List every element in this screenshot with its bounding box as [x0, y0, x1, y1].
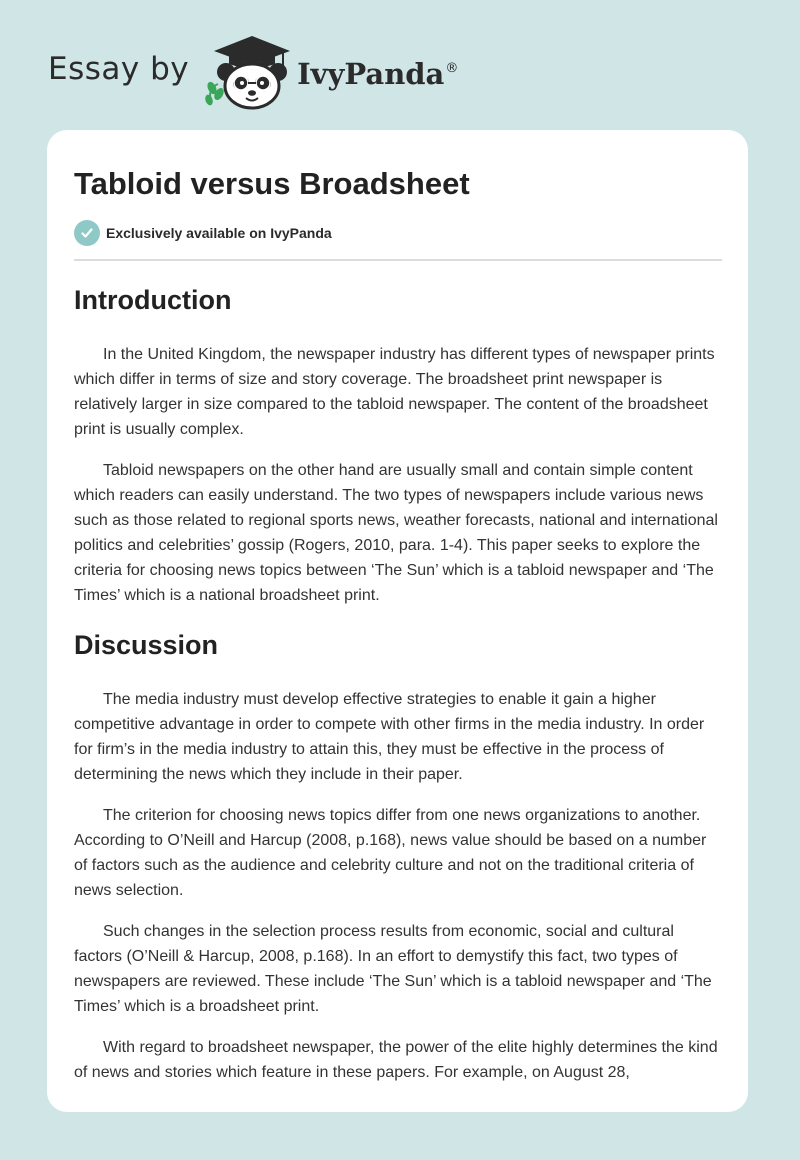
essay-by-label: Essay by — [48, 51, 190, 87]
paragraph: The media industry must develop effective strategies to enable it gain a higher competitive advantage in order to compete with other firms in the media industry. In order for firm’s in the media industry to attain this, they must be effective in the process of determining the news which they include in their paper. — [74, 691, 705, 783]
page-title: Tabloid versus Broadsheet — [74, 166, 470, 201]
paragraph: In the United Kingdom, the newspaper industry has different types of newspaper prints which differ in terms of size and story coverage. The broadsheet print newspaper is relatively larger in size compared to the tabloid newspaper. The content of the broadsheet print is usually complex. — [74, 346, 715, 438]
paragraph: Such changes in the selection process results from economic, social and cultural factors (O’Neill & Harcup, 2008, p.168). In an effort to demystify this fact, two types of newspapers are reviewed. These include ‘The Sun’ which is a tabloid newspaper and ‘The Times’ which is a broadsheet print. — [74, 923, 712, 1015]
section-heading-discussion: Discussion — [74, 630, 219, 660]
checkmark-icon — [74, 220, 100, 246]
exclusive-badge — [74, 220, 722, 246]
registered-mark: ® — [445, 60, 459, 76]
exclusive-badge-text: Exclusively available on IvyPanda — [106, 225, 332, 241]
essay-card — [47, 130, 748, 1112]
section-heading-introduction: Introduction — [74, 285, 232, 315]
paragraph: The criterion for choosing news topics differ from one news organizations to another. According to O’Neill and Harcup (2008, p.168), news value should be based on a number of factors such as the audience and celebrity culture and not on the traditional criteria of news selection. — [74, 807, 707, 899]
brand-name: IvyPanda — [297, 57, 445, 91]
site-brand[interactable] — [48, 34, 458, 110]
title-divider — [74, 259, 722, 261]
paragraph: Tabloid newspapers on the other hand are usually small and contain simple content which readers can easily understand. The two types of newspapers include various news such as those related to regional sports news, weather forecasts, national and international politics and celebrities’ gossip (Rogers, 2010, para. 1-4). This paper seeks to explore the criteria for choosing news topics between ‘The Sun’ which is a tabloid newspaper and ‘The Times’ which is a national broadsheet print. — [74, 462, 718, 604]
paragraph: With regard to broadsheet newspaper, the power of the elite highly determines the kind of news and stories which feature in these papers. For example, on August 28, — [74, 1039, 718, 1081]
panda-graduate-icon — [203, 34, 301, 110]
